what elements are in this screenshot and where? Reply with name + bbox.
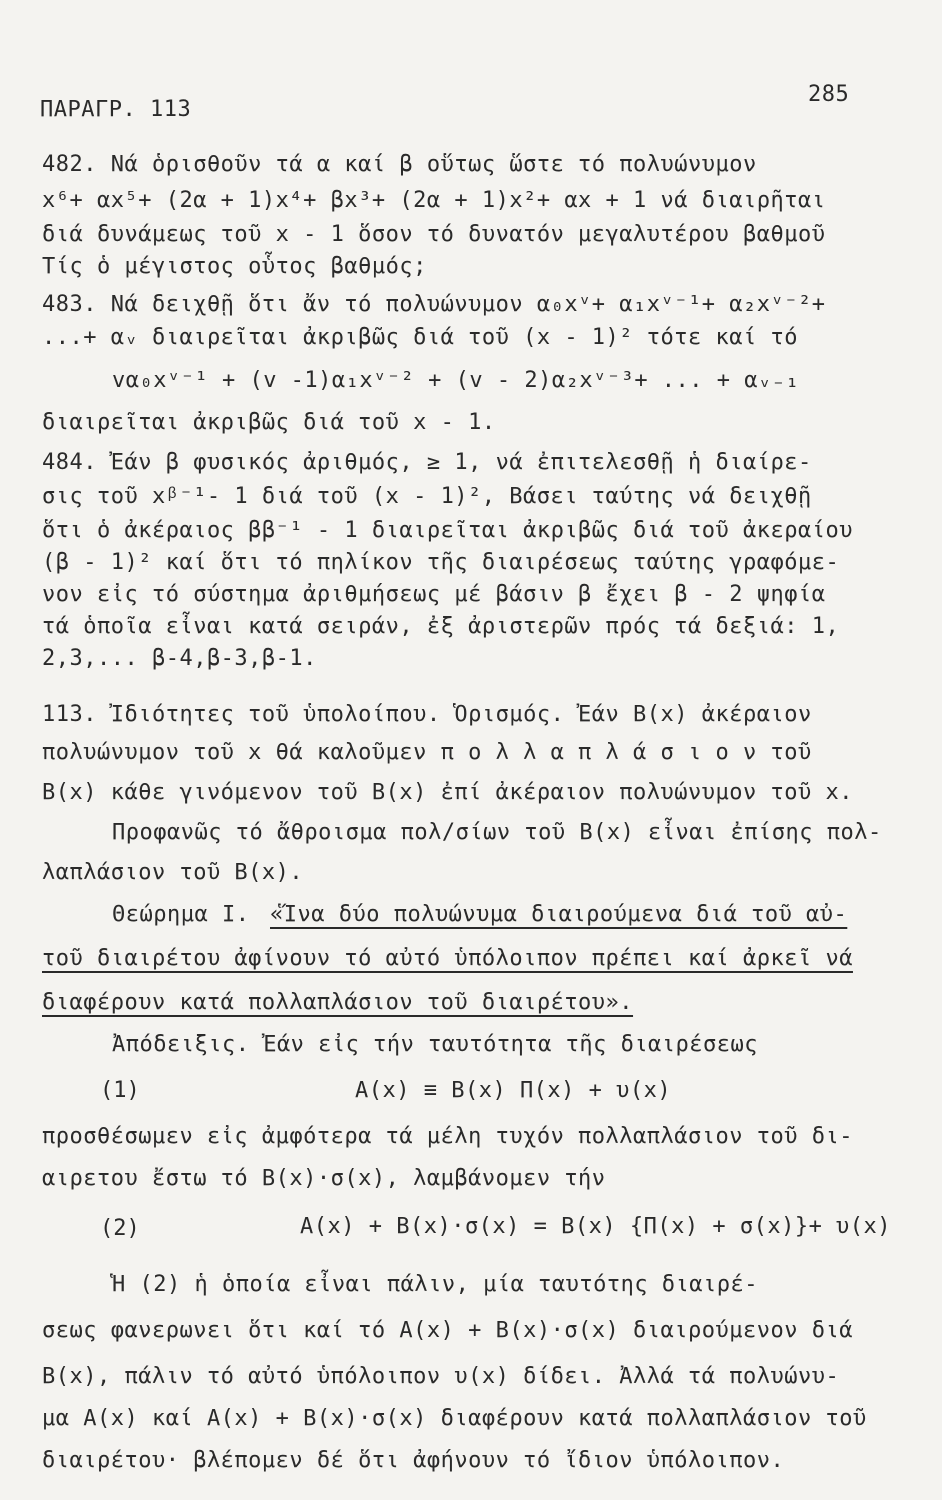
problem-484-line: νον εἰς τό σύστημα ἀριθμήσεως μέ βάσιν β ἔχει β - 2 ψηφία (42, 582, 826, 607)
problem-484-line: ὅτι ὁ ἀκέραιος ββ⁻¹ - 1 διαιρεῖται ἀκριβῶς διά τοῦ ἀκεραίου (42, 518, 853, 543)
theorem-text: διαφέρουν κατά πολλαπλάσιον τοῦ διαιρέτου». (42, 990, 634, 1015)
problem-482-line: 482. Νά ὁρισθοῦν τά α καί β οὕτως ὥστε τό πολυώνυμον (42, 152, 757, 177)
equation-2: Α(x) + Β(x)·σ(x) = Β(x) {Π(x) + σ(x)}+ υ(x) (300, 1214, 892, 1239)
proof-line: προσθέσωμεν εἰς ἀμφότερα τά μέλη τυχόν πολλαπλάσιον τοῦ δι- (42, 1124, 853, 1149)
section-113-line: λαπλάσιον τοῦ Β(x). (42, 860, 304, 885)
section-113-line: Προφανῶς τό ἄθροισμα πολ/σίων τοῦ Β(x) εἶναι ἐπίσης πολ- (112, 820, 882, 845)
closing-line: μα Α(x) καί Α(x) + Β(x)·σ(x) διαφέρουν κατά πολλαπλάσιον τοῦ (42, 1406, 867, 1431)
page-number: 285 (808, 82, 850, 107)
equation-1-number: (1) (100, 1078, 140, 1103)
theorem-label: Θεώρημα Ι. (112, 902, 250, 927)
problem-482-line: διά δυνάμεως τοῦ x - 1 ὅσον τό δυνατόν μεγαλυτέρου βαθμοῦ (42, 222, 826, 247)
problem-484-line: 484. Ἐάν β φυσικός ἀριθμός, ≥ 1, νά ἐπιτελεσθῇ ἡ διαίρε- (42, 450, 812, 475)
problem-484-line: τά ὁποῖα εἶναι κατά σειράν, ἐξ ἀριστερῶν πρός τά δεξιά: 1, (42, 614, 840, 639)
problem-483-line: 483. Νά δειχθῇ ὅτι ἄν τό πολυώνυμον α₀xᵛ+ α₁xᵛ⁻¹+ α₂xᵛ⁻²+ (42, 292, 826, 317)
problem-483-formula: vα₀xᵛ⁻¹ + (v -1)α₁xᵛ⁻² + (v - 2)α₂xᵛ⁻³+ ... + αᵥ₋₁ (112, 368, 800, 393)
proof-line: Ἀπόδειξις. Ἐάν εἰς τήν ταυτότητα τῆς διαιρέσεως (112, 1032, 759, 1057)
closing-line: σεως φανερωνει ὅτι καί τό Α(x) + Β(x)·σ(x) διαιρούμενον διά (42, 1318, 853, 1343)
problem-484-line: 2,3,... β-4,β-3,β-1. (42, 646, 317, 671)
problem-483-line: διαιρεῖται ἀκριβῶς διά τοῦ x - 1. (42, 410, 496, 435)
theorem-text: τοῦ διαιρέτου ἀφίνουν τό αὐτό ὑπόλοιπον πρέπει καί ἀρκεῖ νά (42, 946, 853, 971)
closing-line: Β(x), πάλιν τό αὐτό ὑπόλοιπον υ(x) δίδει. Ἀλλά τά πολυώνυ- (42, 1364, 840, 1389)
proof-line: αιρετου ἔστω τό Β(x)·σ(x), λαμβάνομεν τήν (42, 1166, 606, 1191)
problem-482-line: x⁶+ αx⁵+ (2α + 1)x⁴+ βx³+ (2α + 1)x²+ αx + 1 νά διαιρῆται (42, 188, 826, 213)
problem-484-line: (β - 1)² καί ὅτι τό πηλίκον τῆς διαιρέσεως ταύτης γραφόμε- (42, 550, 840, 575)
section-113-line: 113. Ἰδιότητες τοῦ ὑπολοίπου. Ὁρισμός. Ἐάν Β(x) ἀκέραιον (42, 702, 812, 727)
problem-482-line: Τίς ὁ μέγιστος οὗτος βαθμός; (42, 254, 427, 279)
closing-line: Ἡ (2) ἡ ὁποία εἶναι πάλιν, μία ταυτότης διαιρέ- (112, 1272, 759, 1297)
section-header: ΠΑΡΑΓΡ. 113 (40, 97, 192, 122)
equation-2-number: (2) (100, 1216, 140, 1241)
problem-484-line: σις τοῦ xᵝ⁻¹- 1 διά τοῦ (x - 1)², Βάσει ταύτης νά δειχθῇ (42, 484, 812, 509)
closing-line: διαιρέτου· βλέπομεν δέ ὅτι ἀφήνουν τό ἴδιον ὑπόλοιπον. (42, 1448, 785, 1473)
section-113-line: Β(x) κάθε γινόμενον τοῦ Β(x) ἐπί ἀκέραιον πολυώνυμον τοῦ x. (42, 780, 853, 805)
section-113-line: πολυώνυμον τοῦ x θά καλοῦμεν π ο λ λ α π λ ά σ ι ο ν τοῦ (42, 740, 812, 765)
equation-1: Α(x) ≡ Β(x) Π(x) + υ(x) (355, 1078, 672, 1103)
theorem-text: «Ἵνα δύο πολυώνυμα διαιρούμενα διά τοῦ αὐ- (270, 902, 848, 927)
problem-483-line: ...+ αᵥ διαιρεῖται ἀκριβῶς διά τοῦ (x - 1)² τότε καί τό (42, 325, 798, 350)
